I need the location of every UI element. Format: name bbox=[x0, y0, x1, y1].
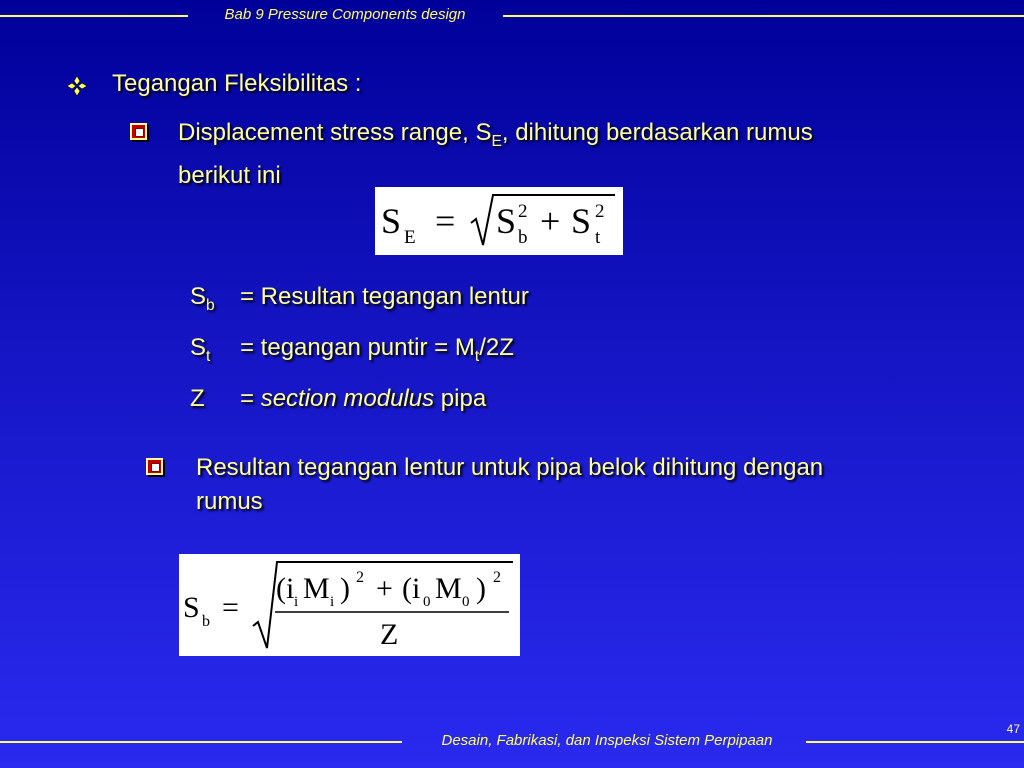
square-bullet-icon bbox=[146, 458, 163, 475]
formula-sb-sub4: 0 bbox=[462, 594, 470, 610]
bullet-1-line-1 bbox=[178, 116, 813, 159]
formula-sb-close1: ) bbox=[340, 572, 350, 605]
definition-z-italic: section modulus bbox=[260, 385, 435, 412]
formula-sb-sup2: 2 bbox=[493, 569, 501, 586]
formula-sb-sub2: i bbox=[330, 594, 335, 610]
definition-z-text-b: pipa bbox=[434, 385, 487, 412]
definition-sb-sym-main: S bbox=[190, 283, 207, 310]
formula-sb-sub3: 0 bbox=[423, 594, 431, 610]
header-title: Bab 9 Pressure Components design bbox=[224, 6, 466, 23]
bullet-1-text bbox=[178, 116, 813, 193]
definition-sb-text: = Resultan tegangan lentur bbox=[240, 283, 529, 310]
bullet-1-text-b: , dihitung berdasarkan rumus bbox=[501, 119, 813, 146]
formula-sb-plus: + bbox=[376, 572, 393, 605]
formula-se-equals: = bbox=[435, 201, 456, 241]
formula-se-term2-sup: 2 bbox=[595, 201, 605, 222]
formula-se bbox=[375, 187, 623, 255]
definition-st-symbol bbox=[190, 334, 240, 366]
formula-se-term2-symbol: S bbox=[571, 201, 592, 241]
formula-se-term2-sub: t bbox=[595, 227, 601, 248]
bullet-2-line-2: rumus bbox=[196, 488, 263, 515]
formula-sb-equals: = bbox=[222, 591, 239, 624]
definition-sb-symbol bbox=[190, 283, 240, 315]
formula-sb-m2: M bbox=[435, 572, 462, 605]
formula-se-term1-sub: b bbox=[518, 227, 528, 248]
footer-text: Desain, Fabrikasi, dan Inspeksi Sistem Perpipaan bbox=[441, 732, 773, 749]
footer-rule-right bbox=[806, 741, 1024, 743]
formula-sb-open1: (i bbox=[276, 572, 295, 605]
formula-sb-denominator: Z bbox=[380, 618, 399, 651]
definition-st-text-a: = tegangan puntir = M bbox=[240, 334, 475, 361]
formula-se-lhs-symbol: S bbox=[381, 201, 402, 241]
definition-z-text bbox=[240, 385, 486, 413]
footer-rule-left bbox=[0, 741, 402, 743]
bullet-1-sub: E bbox=[491, 132, 502, 150]
bullet-1-line-2: berikut ini bbox=[178, 161, 281, 189]
formula-sb-sub1: i bbox=[294, 594, 299, 610]
definition-z-symbol: Z bbox=[190, 385, 205, 412]
diamond-bullet-icon bbox=[66, 75, 88, 97]
formula-sb-svg bbox=[179, 554, 520, 656]
definition-st-sym-sub: t bbox=[206, 347, 211, 365]
definition-st-sym-main: S bbox=[190, 334, 207, 361]
formula-sb bbox=[179, 554, 520, 656]
definition-z-text-a: = bbox=[240, 385, 261, 412]
bullet-2-line-1: Resultan tegangan lentur untuk pipa belok dihitung dengan bbox=[196, 454, 824, 481]
definition-st-text-b: /2Z bbox=[479, 334, 514, 361]
formula-se-svg bbox=[375, 187, 623, 255]
definition-st-text-sub: t bbox=[474, 347, 480, 365]
bullet-2-text bbox=[196, 451, 823, 519]
definition-st-text bbox=[240, 334, 514, 366]
page-number: 47 bbox=[1006, 722, 1020, 736]
formula-sb-open2: (i bbox=[402, 572, 421, 605]
formula-se-term1-symbol: S bbox=[496, 201, 517, 241]
definition-sb-sym-sub: b bbox=[206, 296, 215, 314]
formula-se-plus: + bbox=[540, 201, 561, 241]
bullet-1-text-a: Displacement stress range, S bbox=[178, 119, 492, 146]
formula-sb-sup1: 2 bbox=[356, 569, 364, 586]
section-heading: Tegangan Fleksibilitas : bbox=[112, 70, 362, 97]
formula-sb-lhs-symbol: S bbox=[183, 591, 200, 624]
square-bullet-icon bbox=[130, 123, 147, 140]
formula-sb-close2: ) bbox=[476, 572, 486, 605]
formula-se-term1-sup: 2 bbox=[518, 201, 528, 222]
formula-se-lhs-sub: E bbox=[404, 227, 416, 248]
formula-sb-m1: M bbox=[303, 572, 330, 605]
formula-sb-lhs-sub: b bbox=[202, 613, 210, 630]
header-rule-right bbox=[503, 15, 1024, 17]
